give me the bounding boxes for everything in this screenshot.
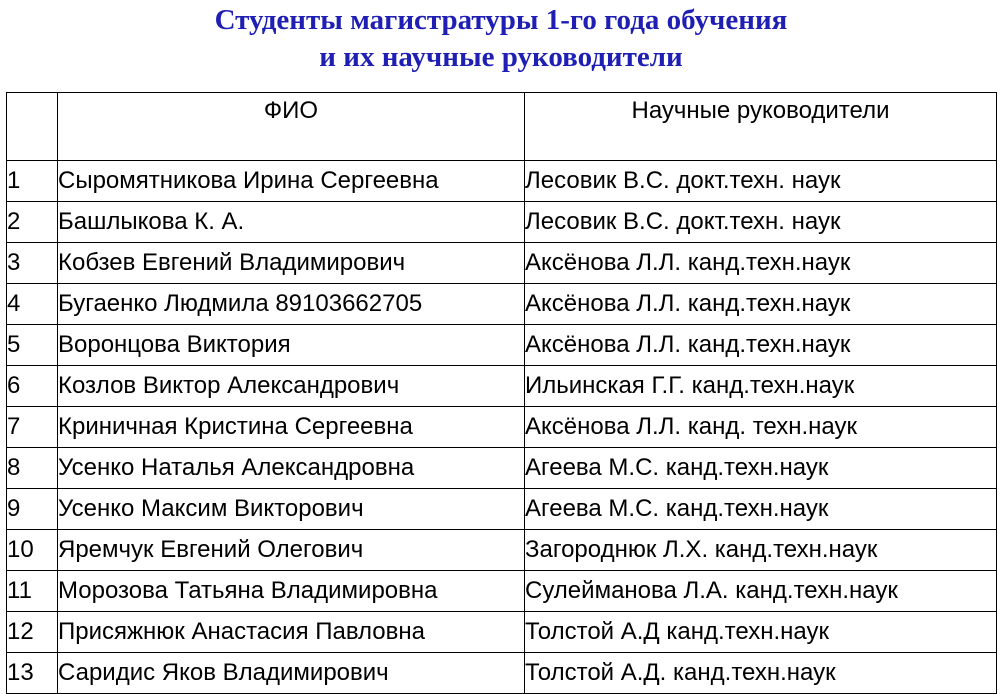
- supervisor-name: Агеева М.С. канд.техн.наук: [525, 489, 997, 530]
- table-row: [7, 161, 997, 202]
- table-row: [7, 653, 997, 694]
- student-name: Усенко Максим Викторович: [58, 489, 525, 530]
- row-number: 13: [7, 653, 58, 694]
- table-body: [7, 161, 997, 694]
- table-row: [7, 407, 997, 448]
- row-number: 7: [7, 407, 58, 448]
- student-name: Морозова Татьяна Владимировна: [58, 571, 525, 612]
- header-number: [7, 93, 58, 161]
- supervisor-name: Лесовик В.С. докт.техн. наук: [525, 202, 997, 243]
- row-number: 2: [7, 202, 58, 243]
- header-name: ФИО: [58, 93, 525, 161]
- student-name: Сыромятникова Ирина Сергеевна: [58, 161, 525, 202]
- table-row: [7, 202, 997, 243]
- row-number: 9: [7, 489, 58, 530]
- title-line-1: Студенты магистратуры 1-го года обучения: [214, 4, 788, 36]
- row-number: 3: [7, 243, 58, 284]
- row-number: 8: [7, 448, 58, 489]
- row-number: 11: [7, 571, 58, 612]
- supervisor-name: Толстой А.Д канд.техн.наук: [525, 612, 997, 653]
- supervisor-name: Лесовик В.С. докт.техн. наук: [525, 161, 997, 202]
- table-header-row: [7, 93, 997, 161]
- student-name: Башлыкова К. А.: [58, 202, 525, 243]
- table-row: [7, 366, 997, 407]
- student-name: Кобзев Евгений Владимирович: [58, 243, 525, 284]
- page-title: [0, 2, 1002, 76]
- student-name: Саридис Яков Владимирович: [58, 653, 525, 694]
- supervisor-name: Загороднюк Л.Х. канд.техн.наук: [525, 530, 997, 571]
- supervisor-name: Ильинская Г.Г. канд.техн.наук: [525, 366, 997, 407]
- student-name: Бугаенко Людмила 89103662705: [58, 284, 525, 325]
- table-row: [7, 243, 997, 284]
- table-row: [7, 612, 997, 653]
- title-line-2: и их научные руководители: [319, 41, 683, 73]
- row-number: 5: [7, 325, 58, 366]
- supervisor-name: Аксёнова Л.Л. канд.техн.наук: [525, 284, 997, 325]
- students-table: [6, 92, 997, 694]
- student-name: Козлов Виктор Александрович: [58, 366, 525, 407]
- table-row: [7, 489, 997, 530]
- table-row: [7, 530, 997, 571]
- row-number: 6: [7, 366, 58, 407]
- table-row: [7, 284, 997, 325]
- student-name: Криничная Кристина Сергеевна: [58, 407, 525, 448]
- student-name: Усенко Наталья Александровна: [58, 448, 525, 489]
- table-row: [7, 325, 997, 366]
- student-name: Яремчук Евгений Олегович: [58, 530, 525, 571]
- table-row: [7, 571, 997, 612]
- supervisor-name: Аксёнова Л.Л. канд.техн.наук: [525, 325, 997, 366]
- row-number: 4: [7, 284, 58, 325]
- header-supervisor: Научные руководители: [525, 93, 997, 161]
- supervisor-name: Толстой А.Д. канд.техн.наук: [525, 653, 997, 694]
- student-name: Присяжнюк Анастасия Павловна: [58, 612, 525, 653]
- row-number: 1: [7, 161, 58, 202]
- supervisor-name: Сулейманова Л.А. канд.техн.наук: [525, 571, 997, 612]
- supervisor-name: Аксёнова Л.Л. канд.техн.наук: [525, 243, 997, 284]
- row-number: 10: [7, 530, 58, 571]
- supervisor-name: Агеева М.С. канд.техн.наук: [525, 448, 997, 489]
- supervisor-name: Аксёнова Л.Л. канд. техн.наук: [525, 407, 997, 448]
- student-name: Воронцова Виктория: [58, 325, 525, 366]
- row-number: 12: [7, 612, 58, 653]
- table-row: [7, 448, 997, 489]
